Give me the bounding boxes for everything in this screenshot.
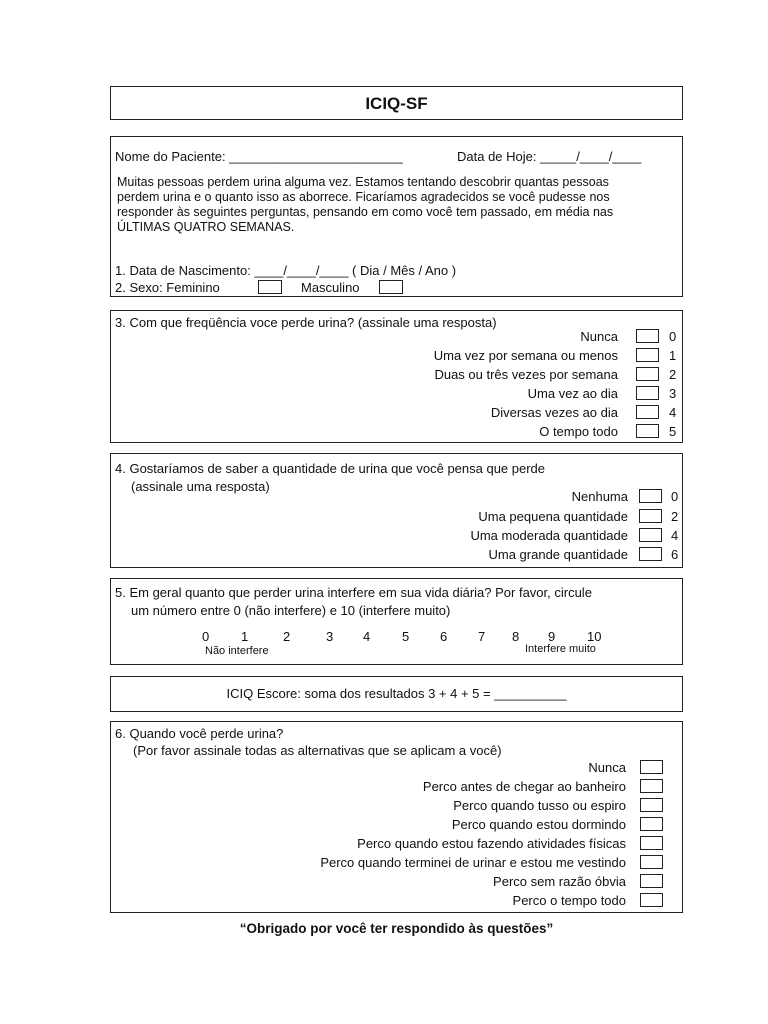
q6-option-checkbox[interactable] [640, 836, 663, 850]
scale-number-4[interactable]: 4 [363, 629, 371, 644]
q3-option-label: Uma vez por semana ou menos [433, 348, 618, 363]
q6-option-label: Perco quando tusso ou espiro [453, 798, 626, 813]
sex-label: 2. Sexo: Feminino [115, 280, 220, 295]
scale-number-9[interactable]: 9 [548, 629, 556, 644]
question-5-subtext: um número entre 0 (não interfere) e 10 (interfere muito) [131, 603, 451, 618]
q3-option-checkbox[interactable] [636, 405, 659, 419]
birth-date-field[interactable]: 1. Data de Nascimento: ____/____/____ ( Dia / Mês / Ano ) [115, 263, 457, 278]
female-checkbox[interactable] [258, 280, 282, 294]
q4-option-score: 6 [671, 547, 679, 562]
q6-option-checkbox[interactable] [640, 779, 663, 793]
intro-line: ÚLTIMAS QUATRO SEMANAS. [117, 220, 295, 234]
q3-option-checkbox[interactable] [636, 348, 659, 362]
scale-number-1[interactable]: 1 [241, 629, 249, 644]
q3-option-label: Diversas vezes ao dia [490, 405, 618, 420]
q6-option-checkbox[interactable] [640, 798, 663, 812]
scale-low-label: Não interfere [205, 645, 269, 657]
q6-option-checkbox[interactable] [640, 874, 663, 888]
q3-option-score: 1 [669, 348, 677, 363]
question-3-section [110, 310, 683, 443]
scale-number-3[interactable]: 3 [326, 629, 334, 644]
scale-number-6[interactable]: 6 [440, 629, 448, 644]
q4-option-checkbox[interactable] [639, 547, 662, 561]
q3-option-label: O tempo todo [539, 424, 618, 439]
q6-option-checkbox[interactable] [640, 760, 663, 774]
scale-number-7[interactable]: 7 [478, 629, 486, 644]
q6-option-label: Perco sem razão óbvia [493, 874, 626, 889]
todays-date-field[interactable]: Data de Hoje: _____/____/____ [457, 149, 642, 164]
q4-option-label: Uma moderada quantidade [470, 528, 628, 543]
q3-option-checkbox[interactable] [636, 386, 659, 400]
score-section [110, 676, 683, 712]
q6-option-label: Perco antes de chegar ao banheiro [422, 779, 626, 794]
q3-option-score: 5 [669, 424, 677, 439]
q4-option-score: 2 [671, 509, 679, 524]
question-4-section [110, 453, 683, 568]
question-6-subtext: (Por favor assinale todas as alternativas que se aplicam a você) [133, 743, 502, 758]
q3-option-score: 4 [669, 405, 677, 420]
intro-line: perdem urina e o quanto isso as aborrece. Ficaríamos agradecidos se você pudesse nos [117, 190, 610, 204]
q4-option-checkbox[interactable] [639, 489, 662, 503]
q6-option-label: Perco quando estou dormindo [451, 817, 626, 832]
intro-line: responder às seguintes perguntas, pensando em como você tem passado, em média nas [117, 205, 614, 219]
q4-option-checkbox[interactable] [639, 509, 662, 523]
q6-option-checkbox[interactable] [640, 893, 663, 907]
male-checkbox[interactable] [379, 280, 403, 294]
q3-option-label: Nunca [580, 329, 618, 344]
scale-number-2[interactable]: 2 [283, 629, 291, 644]
scale-number-8[interactable]: 8 [512, 629, 520, 644]
male-label: Masculino [301, 280, 360, 295]
patient-info-section [110, 136, 683, 297]
q3-option-label: Duas ou três vezes por semana [434, 367, 618, 382]
question-5-text: 5. Em geral quanto que perder urina interfere em sua vida diária? Por favor, circule [115, 585, 592, 600]
q6-option-label: Perco o tempo todo [512, 893, 626, 908]
q3-option-label: Uma vez ao dia [527, 386, 618, 401]
q4-option-score: 4 [671, 528, 679, 543]
q3-option-score: 3 [669, 386, 677, 401]
q3-option-checkbox[interactable] [636, 367, 659, 381]
patient-name-field[interactable]: Nome do Paciente: ________________________ [115, 149, 403, 164]
scale-number-5[interactable]: 5 [402, 629, 410, 644]
intro-line: Muitas pessoas perdem urina alguma vez. Estamos tentando descobrir quantas pessoas [117, 175, 609, 189]
q4-option-label: Uma pequena quantidade [478, 509, 628, 524]
title-box [110, 86, 683, 120]
question-4-subtext: (assinale uma resposta) [131, 479, 270, 494]
score-text: ICIQ Escore: soma dos resultados 3 + 4 + 5 = __________ [226, 686, 567, 701]
q3-option-checkbox[interactable] [636, 329, 659, 343]
q4-option-label: Uma grande quantidade [488, 547, 628, 562]
question-6-section [110, 721, 683, 913]
question-5-section [110, 578, 683, 665]
scale-number-0[interactable]: 0 [202, 629, 210, 644]
thank-you-footer: “Obrigado por você ter respondido às questões” [239, 921, 554, 936]
question-4-text: 4. Gostaríamos de saber a quantidade de urina que você pensa que perde [115, 461, 546, 476]
q3-option-score: 0 [669, 329, 677, 344]
question-3-text: 3. Com que freqüência voce perde urina? (assinale uma resposta) [115, 315, 497, 330]
intro-paragraph [117, 175, 677, 235]
scale-number-10[interactable]: 10 [587, 629, 602, 644]
q3-option-checkbox[interactable] [636, 424, 659, 438]
q6-option-checkbox[interactable] [640, 855, 663, 869]
q3-option-score: 2 [669, 367, 677, 382]
scale-high-label: Interfere muito [525, 643, 596, 655]
q6-option-label: Nunca [588, 760, 626, 775]
q4-option-label: Nenhuma [571, 489, 628, 504]
question-6-text: 6. Quando você perde urina? [115, 726, 284, 741]
q4-option-score: 0 [671, 489, 679, 504]
form-title: ICIQ-SF [365, 94, 428, 113]
q6-option-checkbox[interactable] [640, 817, 663, 831]
q4-option-checkbox[interactable] [639, 528, 662, 542]
q6-option-label: Perco quando estou fazendo atividades físicas [357, 836, 626, 851]
q6-option-label: Perco quando terminei de urinar e estou me vestindo [320, 855, 626, 870]
